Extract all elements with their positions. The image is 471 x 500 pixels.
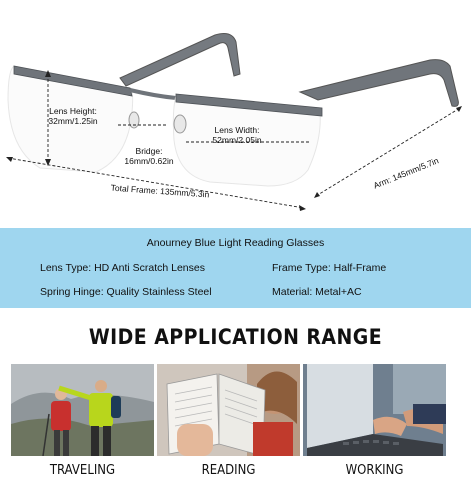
bridge-label: Bridge: 16mm/0.62in: [124, 146, 174, 166]
traveling-caption: TRAVELING: [49, 463, 116, 478]
section-heading: WIDE APPLICATION RANGE: [88, 325, 383, 349]
frame-type-spec: Frame Type: Half-Frame: [272, 262, 387, 274]
traveling-photo: [11, 364, 154, 456]
glasses-diagram: [0, 0, 471, 228]
spring-hinge-spec: Spring Hinge: Quality Stainless Steel: [40, 286, 212, 298]
lens-type-spec: Lens Type: HD Anti Scratch Lenses: [40, 262, 205, 274]
lens-height-label: Lens Height: 32mm/1.25in: [48, 106, 98, 126]
specs-panel: [0, 228, 471, 308]
product-title: Anourney Blue Light Reading Glasses: [146, 237, 325, 249]
working-photo: [303, 364, 446, 456]
arm-label: Arm: 145mm/5.7in: [371, 155, 441, 191]
lens-width-label: Lens Width: 52mm/2.05in: [212, 125, 262, 145]
reading-photo: [157, 364, 300, 456]
working-caption: WORKING: [345, 463, 404, 478]
reading-caption: READING: [201, 463, 256, 478]
total-frame-label: Total Frame: 135mm/5.3in: [110, 182, 210, 200]
material-spec: Material: Metal+AC: [272, 286, 362, 298]
